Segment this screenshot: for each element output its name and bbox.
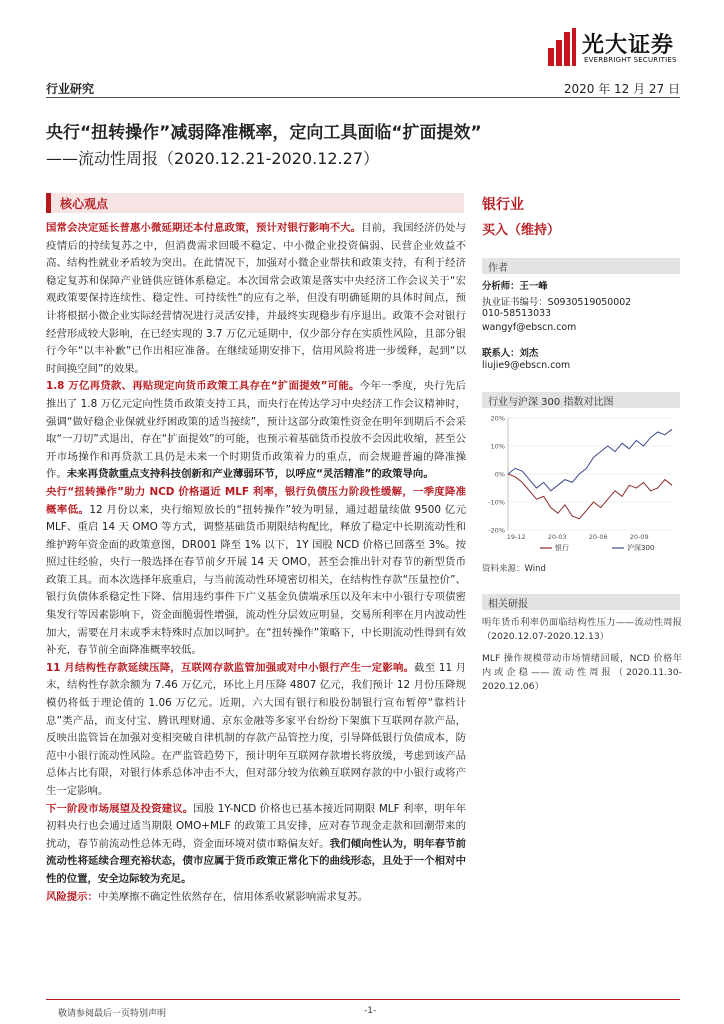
paragraph-4 xyxy=(46,660,466,801)
paragraph-4-lead: 11 月结构性存款延续压降，互联网存款监管加强或对中小银行产生一定影响。 xyxy=(46,661,415,674)
related-section-bar xyxy=(482,594,680,610)
chart-x-tick-label: 20-06 xyxy=(588,533,608,541)
chart-y-tick-label: -10% xyxy=(488,498,505,507)
chart-legend-label-0: 银行 xyxy=(555,544,569,552)
paragraph-2-tail: 未来再贷款重点支持科技创新和产业薄弱环节，以呼应“灵活精准”的政策导向。 xyxy=(66,468,434,481)
paragraph-4-text: 截至 11 月末，结构性存款余额为 7.46 万亿元，环比上月压降 4807 亿元，我们预计 12 月份压降规模仍将低于理论值的 1.06 万亿元。近期，六大国有银行和股份制银行宣布暂停“靠档计息”类产品，而支付宝、腾讯理财通、京东金融等多家平台纷纷下架旗下互联网存款产品，反映出监管旨在加强对变相突破自律机制的存款产品管控力度，引导降低银行负债成本，防范中小银行流动性风险。在严监管趋势下，预计明年互联网存款增长将放缓，考虑到该产品总体占比有限，对银行体系总体冲击不大，但对部分较为依赖互联网存款的中小银行或将产生一定影响。 xyxy=(46,661,467,797)
related-section-label: 相关研报 xyxy=(488,599,528,610)
chart-x-tick-label: 20-09 xyxy=(629,533,649,541)
paragraph-5 xyxy=(46,801,466,889)
logo-name-cn: 光大证券 xyxy=(582,33,675,58)
core-section-label: 核心观点 xyxy=(60,197,109,211)
logo-name-en: EVERBRIGHT SECURITIES xyxy=(584,56,677,64)
chart-x-tick-label: 20-03 xyxy=(547,533,567,541)
paragraph-1-lead: 国常会决定延长普惠小微延期还本付息政策，预计对银行影响不大。 xyxy=(46,222,362,234)
chart-y-tick-label: 20% xyxy=(490,414,505,423)
chart-section-bar xyxy=(482,392,680,408)
core-body xyxy=(46,220,466,906)
analyst-email[interactable]: wangyf@ebscn.com xyxy=(482,322,577,333)
risk-text: 中美摩擦不确定性依然存在，信用体系收紧影响需求复苏。 xyxy=(97,890,369,903)
chart-y-tick-label: 0% xyxy=(494,470,505,479)
report-category: 行业研究 xyxy=(46,82,95,96)
paragraph-5-bold: 我们倾向性认为，明年春节前流动性将延续合理充裕状态，债市应属于货币政策正常化下的曲线形态，且处于一个相对中性的位置，安全边际较为充足。 xyxy=(46,837,467,885)
chart-y-tick-label: 10% xyxy=(490,442,505,451)
core-section-bar xyxy=(46,193,464,213)
report-title: 央行“扭转操作”减弱降准概率，定向工具面临“扩面提效” xyxy=(46,123,482,143)
author-section-bar xyxy=(482,258,680,274)
contact-email[interactable]: liujie9@ebscn.com xyxy=(482,360,571,371)
risk-lead: 风险提示： xyxy=(46,890,98,903)
paragraph-3-text: 12 月份以来，央行缩短放长的“扭转操作”较为明显，通过超量续做 9500 亿元 MLF、重启 14 天 OMO 等方式，调整基础货币期限结构配比，释放了稳定中长期流动性和维护跨年资金面的政策意图，DR001 降至 1% 以下，1Y 国股 NCD 价格已回落至 3%。按照过往经验，央行一般选择在春节前夕开展 14 天 OMO，甚至会推出针对春节的新型货币政策工具。而本次选择年底重启，与当前流动性环境密切相关，在结构性存款“压量控价”、银行负债体系稳定性下降、信用违约事件下广义基金负债端承压以及年末中小银行专项债密集发行等因素影响下，资金面脆弱性增强，流动性分层效应明显，交易所利率在月内波动性加大，需要在月末或季末特殊时点加以呵护。在“扭转操作”策略下，中长期流动性得到有效补充，春节前全面降准概率较低。 xyxy=(46,503,466,657)
report-date: 2020 年 12 月 27 日 xyxy=(563,82,680,96)
header-divider xyxy=(46,97,680,98)
footer-divider xyxy=(46,999,680,1000)
industry-vs-index-chart xyxy=(484,412,678,560)
company-logo xyxy=(548,26,698,70)
report-subtitle: ——流动性周报（2020.12.21-2020.12.27） xyxy=(46,149,379,168)
related-report-2[interactable]: MLF 操作规模带动市场情绪回暖，NCD 价格年内或企稳——流动性周报（2020.11.30-2020.12.06） xyxy=(482,653,682,692)
paragraph-1-text: 目前，我国经济仍处与疫情后的持续复苏之中，但消费需求回暖不稳定、中小微企业投资偏弱、民营企业效益不高、结构性就业矛盾较为突出。在此情况下，加强对小微企业帮扶和政策支持，有利于经济稳定复苏和保障产业链供应链体系稳定。本次国常会政策是落实中央经济工作会议关于“宏观政策要保持连续性、稳定性、可持续性”的应有之举，但没有明确延期的具体时间点，预计将根据小微企业实际经营情况进行灵活安排，并最终实现稳步有序退出。政策不会对银行经营形成较大影响，在已经实现的 3.7 万亿元延期中，仅少部分存在实质性风险，且部分银行今年“以丰补歉”已作出相应准备。在继续延期安排下，信用风险将进一步缓释，起到“以时间换空间”的效果。 xyxy=(46,222,467,375)
chart-series-line-0 xyxy=(508,474,672,519)
footer-disclaimer: 敬请参阅最后一页特别声明 xyxy=(58,1009,167,1019)
paragraph-5-lead: 下一阶段市场展望及投资建议。 xyxy=(46,802,194,815)
page-number: -1- xyxy=(364,1006,377,1016)
chart-source: 资料来源：Wind xyxy=(482,564,546,574)
paragraph-1 xyxy=(46,220,466,378)
related-report-1[interactable]: 明年货币利率仍面临结构性压力——流动性周报（2020.12.07-2020.12.13） xyxy=(482,617,682,642)
paragraph-3-lead: 央行“扭转操作”助力 NCD 价格逼近 MLF 利率，银行负债压力阶段性缓解，一季度降准概率低。 xyxy=(46,485,466,516)
paragraph-3 xyxy=(46,484,466,660)
chart-y-tick-label: -20% xyxy=(488,526,505,535)
chart-x-tick-label: 19-12 xyxy=(506,533,526,541)
author-section-label: 作者 xyxy=(488,263,508,274)
industry-name: 银行业 xyxy=(482,197,524,213)
chart-section-label: 行业与沪深 300 指数对比图 xyxy=(488,397,614,408)
chart-series-line-1 xyxy=(508,429,672,491)
logo-mark-icon xyxy=(548,28,576,66)
analyst-name: 分析师：王一峰 xyxy=(482,281,548,292)
paragraph-5-text: 国股 1Y-NCD 价格也已基本接近同期限 MLF 利率，明年年初料央行也会通过适当期限 OMO+MLF 的政策工具安排，应对春节现金走款和回潮带来的扰动，春节前流动性总体无碍，资金面环境对债市略偏友好。 xyxy=(46,802,466,850)
paragraph-2 xyxy=(46,378,466,484)
risk-paragraph xyxy=(46,889,466,907)
contact-name: 联系人：刘杰 xyxy=(482,348,539,359)
rating: 买入（维持） xyxy=(482,223,561,238)
chart-legend-label-1: 沪深300 xyxy=(627,544,655,552)
paragraph-2-lead: 1.8 万亿再贷款、再贴现定向货币政策工具存在“扩面提效”可能。 xyxy=(46,380,360,393)
analyst-cert: 执业证书编号：S0930519050002 xyxy=(482,297,632,308)
paragraph-2-text: 今年一季度，央行先后推出了 1.8 万亿元定向性货币政策支持工具，而央行在传达学习中央经济工作会议精神时，强调“做好稳企业保就业纾困政策的适当接续”，预计这部分政策性资金在明年到期后不会采取“一刀切”式退出，存在“扩面提效”的可能，也预示着基础货币投放不会因此收缩，甚至公开市场操作和再贷款工具仍是未来一个时期货币政策着力的重点，而会规避普遍的降准操作。 xyxy=(46,380,467,481)
analyst-phone: 010-58513033 xyxy=(482,308,551,319)
